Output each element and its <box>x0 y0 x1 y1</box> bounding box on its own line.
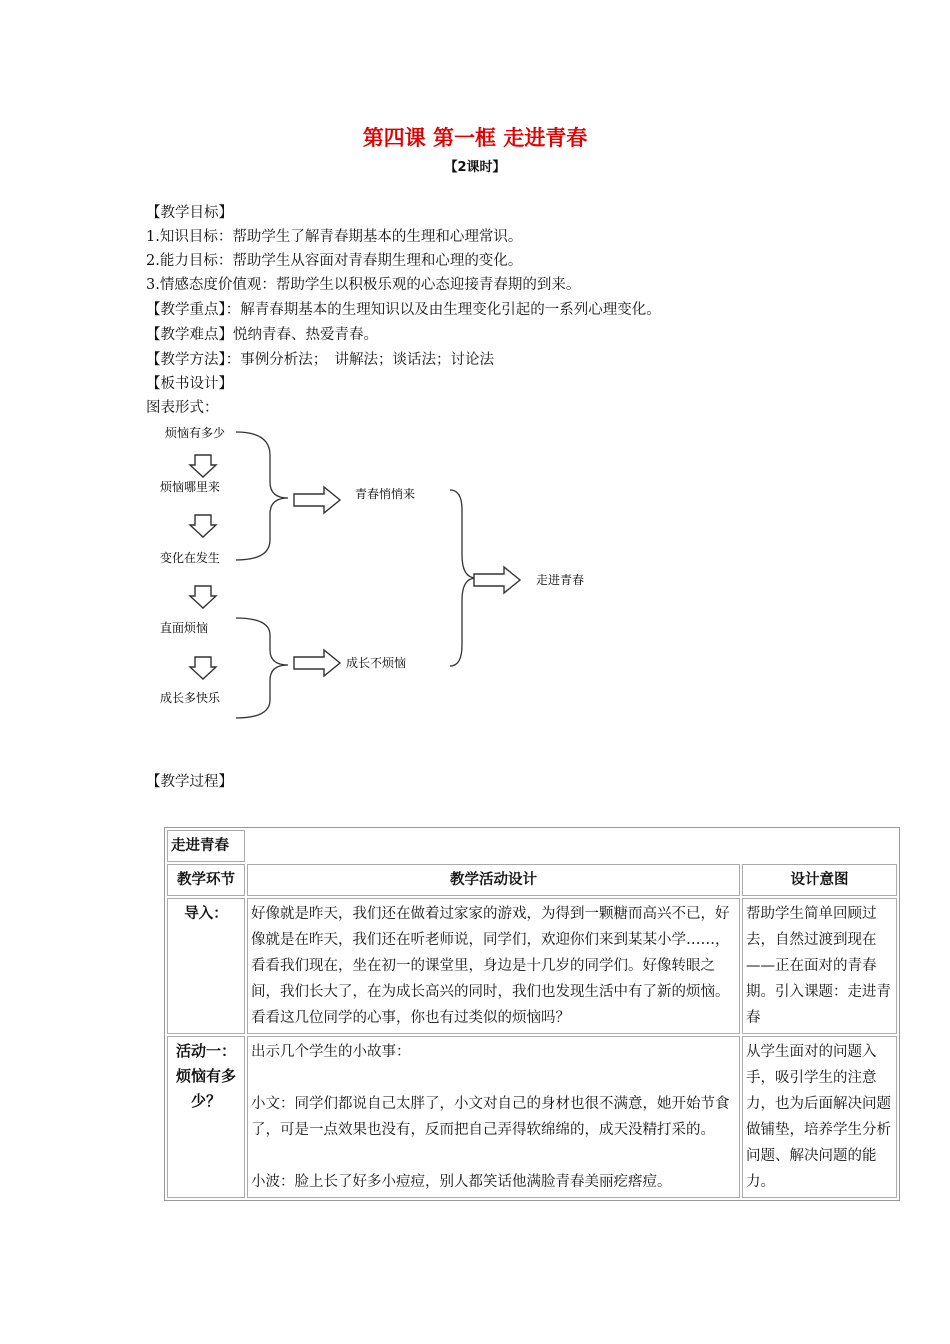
node-left: 烦恼哪里来 <box>160 480 221 494</box>
document-subtitle: 【2课时】 <box>444 160 506 175</box>
intent-cell: 帮助学生简单回顾过去，自然过渡到现在——正在面对的青春期。引入课题：走进青春 <box>742 898 897 1034</box>
document-title: 第四课 第一框 走进青春 <box>362 126 588 150</box>
intent-cell: 从学生面对的问题入手，吸引学生的注意力，也为后面解决问题做铺垫，培养学生分析问题、解决问题的能力。 <box>742 1036 897 1198</box>
right-arrow-icon <box>294 487 340 513</box>
down-arrow-icon <box>190 515 216 537</box>
key-points: 【教学重点】：解青春期基本的生理知识以及由生理变化引起的一系列心理变化。 <box>146 302 661 318</box>
brace-icon <box>236 618 288 718</box>
stage-cell: 活动一：烦恼有多少？ <box>167 1036 245 1198</box>
objective-item: 2.能力目标：帮助学生从容面对青春期生理和心理的变化。 <box>146 253 523 269</box>
right-arrow-icon <box>294 650 340 676</box>
activity-text: 小波：脸上长了好多小痘痘，别人都笑话他满脸青春美丽疙瘩痘。 <box>251 1174 672 1190</box>
teaching-methods: 【教学方法】：事例分析法； 讲解法；谈话法；讨论法 <box>146 352 494 368</box>
activity-cell <box>247 1036 740 1198</box>
brace-icon <box>450 490 476 666</box>
node-left: 烦恼有多少 <box>165 426 226 440</box>
node-middle: 成长不烦恼 <box>346 656 407 670</box>
down-arrow-icon <box>190 455 216 477</box>
brace-icon <box>236 432 288 560</box>
objective-item: 3.情感态度价值观：帮助学生以积极乐观的心态迎接青春期的到来。 <box>146 277 581 293</box>
objectives-heading: 【教学目标】 <box>146 205 233 221</box>
activity-text: 小文：同学们都说自己太胖了，小文对自己的身材也很不满意，她开始节食了，可是一点效果也没有，反而把自己弄得软绵绵的，成天没精打采的。 <box>251 1096 730 1138</box>
difficulties: 【教学难点】悦纳青春、热爱青春。 <box>146 327 378 343</box>
node-middle: 青春悄悄来 <box>355 487 416 501</box>
activity-text: 出示几个学生的小故事： <box>251 1044 411 1060</box>
node-left: 变化在发生 <box>160 551 221 565</box>
down-arrow-icon <box>190 657 216 679</box>
header-stage: 教学环节 <box>167 864 245 896</box>
chart-form-label: 图表形式： <box>146 400 219 416</box>
table-section-title: 走进青春 <box>167 830 245 862</box>
table-row <box>167 898 897 1034</box>
header-activity: 教学活动设计 <box>247 864 740 896</box>
stage-cell: 导入： <box>167 898 245 1034</box>
node-left: 直面烦恼 <box>160 621 209 635</box>
header-intent: 设计意图 <box>742 864 897 896</box>
activity-cell <box>247 898 740 1034</box>
activity-text: 好像就是昨天，我们还在做着过家家的游戏，为得到一颗糖而高兴不已，好像就是在昨天，我们还在听老师说，同学们，欢迎你们来到某某小学……，看看我们现在，坐在初一的课堂里，身边是十几岁的同学们。好像转眼之间，我们长大了，在为成长高兴的同时，我们也发现生活中有了新的烦恼。看看这几位同学的心事，你也有过类似的烦恼吗？ <box>251 906 730 1026</box>
process-heading: 【教学过程】 <box>146 774 233 790</box>
node-final: 走进青春 <box>536 573 585 587</box>
table-section-spacer <box>247 830 897 862</box>
node-left: 成长多快乐 <box>160 691 221 705</box>
right-arrow-icon <box>474 567 520 593</box>
board-design-heading: 【板书设计】 <box>146 376 233 392</box>
board-design-diagram <box>140 420 620 730</box>
objective-item: 1.知识目标：帮助学生了解青春期基本的生理和心理常识。 <box>146 229 523 245</box>
down-arrow-icon <box>190 586 216 608</box>
table-row <box>167 1036 897 1198</box>
lesson-table <box>164 827 900 1201</box>
